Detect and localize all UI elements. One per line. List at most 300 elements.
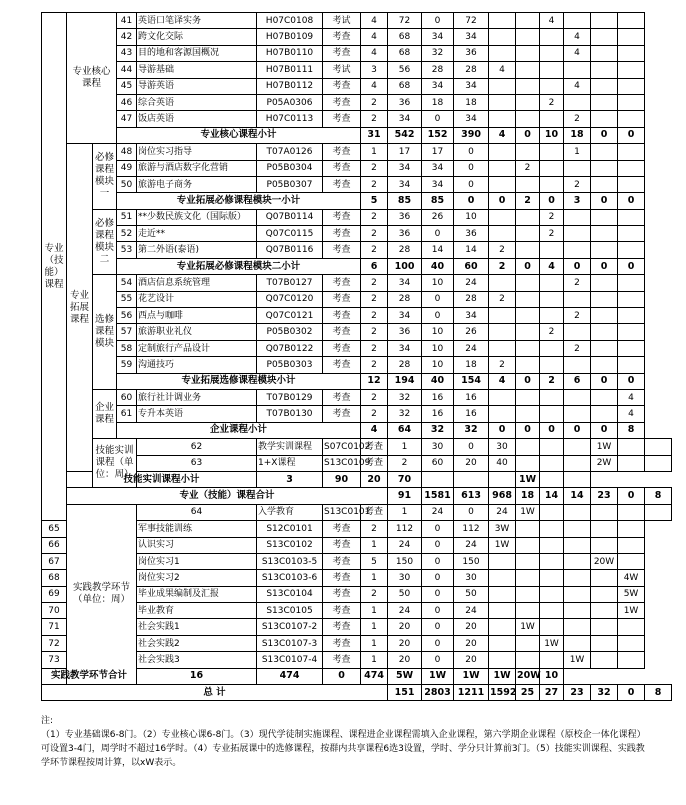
cell-value <box>564 357 591 373</box>
cell-assessment: 考查 <box>323 78 361 94</box>
cell-value: 1W <box>540 635 564 651</box>
cell-seq: 46 <box>117 94 137 110</box>
subtotal-value: 0 <box>564 422 591 438</box>
cell-course-code: H07C0113 <box>257 111 323 127</box>
cell-value <box>516 357 540 373</box>
subtotal-value: 0 <box>618 193 645 209</box>
cell-value: 34 <box>454 29 489 45</box>
cell-value: 2 <box>361 94 388 110</box>
table-row <box>42 324 672 340</box>
cell-value <box>540 176 564 192</box>
cell-value <box>516 324 540 340</box>
cell-value: 0 <box>454 504 489 520</box>
cell-assessment: 考查 <box>323 389 361 405</box>
cell-value: 1W <box>516 504 540 520</box>
cell-assessment: 考查 <box>323 537 361 553</box>
cell-value <box>540 455 564 471</box>
cell-value <box>540 291 564 307</box>
table-row <box>42 521 672 537</box>
cell-value <box>591 291 618 307</box>
cell-value <box>564 603 591 619</box>
table-row <box>42 570 672 586</box>
cell-value: 2 <box>540 209 564 225</box>
cell-value <box>516 521 540 537</box>
cell-value <box>564 389 591 405</box>
cell-value <box>591 144 618 160</box>
cell-course-code: S13C0107-2 <box>257 619 323 635</box>
cell-value <box>591 504 618 520</box>
table-row <box>42 78 672 94</box>
cell-value <box>645 504 672 520</box>
cell-course-code: T07B0129 <box>257 389 323 405</box>
table-row <box>42 455 672 471</box>
cell-value <box>540 111 564 127</box>
subtotal-value: 20 <box>361 471 388 487</box>
cell-value <box>618 635 645 651</box>
cell-value <box>564 324 591 340</box>
subtotal-value: 390 <box>454 127 489 143</box>
subtotal-value: 60 <box>454 258 489 274</box>
cell-value: 16 <box>422 389 454 405</box>
subtotal-value: 10 <box>540 127 564 143</box>
subtotal-value: 0 <box>540 193 564 209</box>
cell-value <box>489 570 516 586</box>
cell-value <box>516 635 540 651</box>
cell-value: 32 <box>388 406 422 422</box>
cell-value: 1 <box>361 652 388 668</box>
cell-value: 2 <box>564 111 591 127</box>
curriculum-table <box>41 12 672 701</box>
cell-value: 5W <box>618 586 645 602</box>
cell-value: 18 <box>454 94 489 110</box>
subtotal-value: 0 <box>591 127 618 143</box>
table-row <box>42 144 672 160</box>
subtotal-value: 2803 <box>422 685 454 701</box>
cell-assessment: 考查 <box>323 308 361 324</box>
cell-course-code: P05B0303 <box>257 357 323 373</box>
cell-value <box>591 275 618 291</box>
table-row <box>42 176 672 192</box>
cell-value <box>540 521 564 537</box>
cell-value <box>564 553 591 569</box>
cell-value <box>564 209 591 225</box>
cell-value: 36 <box>388 324 422 340</box>
notes-text: （1）专业基础课6-8门。（2）专业核心课6-8门。（3）现代学徒制实施课程、课程进企业课程需填入企业课程，第六学期企业课程（原校企一体化课程）可设置3-4门，周学时不超过16学时。（4）专业拓展课中的选修课程，按群内共享课程6选3设置，学时、学分只计算前3门。（5）技能实训课程、实践教学环节课程按周计算，以xW表示。 <box>41 730 646 768</box>
subtotal-value: 20W <box>516 668 540 684</box>
subtotal-value: 40 <box>422 373 454 389</box>
cell-value: 30 <box>388 570 422 586</box>
cell-value <box>489 275 516 291</box>
table-row <box>42 652 672 668</box>
cell-value: 0 <box>422 226 454 242</box>
cell-value: 26 <box>454 324 489 340</box>
cell-value: 1 <box>361 619 388 635</box>
subtotal-label: 专业拓展必修课程模块一小计 <box>117 193 361 209</box>
subtotal-value: 6 <box>564 373 591 389</box>
cell-value <box>540 553 564 569</box>
subtotal-value: 0 <box>618 258 645 274</box>
cell-course-name: 毕业成果编制及汇报 <box>137 586 257 602</box>
subtotal-row <box>42 258 672 274</box>
subtotal-value: 1211 <box>454 685 489 701</box>
cell-value <box>489 308 516 324</box>
cell-course-code: S12C0101 <box>257 521 323 537</box>
cell-value: 2 <box>361 357 388 373</box>
cell-value <box>540 652 564 668</box>
cell-assessment: 考查 <box>361 455 388 471</box>
table-row <box>42 340 672 356</box>
cell-value: 2 <box>361 324 388 340</box>
cell-value: 2 <box>361 275 388 291</box>
subtotal-value: 27 <box>540 685 564 701</box>
cell-value: 28 <box>388 357 422 373</box>
cell-course-name: 英语口笔译实务 <box>137 13 257 29</box>
cell-course-code: S13C0103-5 <box>257 553 323 569</box>
subtotal-row <box>42 471 672 487</box>
subtotal-row <box>42 127 672 143</box>
cell-course-code: S13C0107-4 <box>257 652 323 668</box>
cell-value: 34 <box>388 340 422 356</box>
cell-value: 4 <box>564 45 591 61</box>
cell-assessment: 考查 <box>323 226 361 242</box>
cell-value <box>591 619 618 635</box>
cell-assessment: 考查 <box>323 406 361 422</box>
subtotal-value: 8 <box>645 685 672 701</box>
cell-value <box>618 324 645 340</box>
cell-course-name: 导游英语 <box>137 78 257 94</box>
cell-course-name: 走近** <box>137 226 257 242</box>
cell-value: 34 <box>388 176 422 192</box>
cell-value: 2 <box>564 275 591 291</box>
cell-value: 20 <box>388 635 422 651</box>
cell-value: 20 <box>454 455 489 471</box>
cell-value: 36 <box>454 226 489 242</box>
subtotal-value: 0 <box>591 258 618 274</box>
cell-course-name: 西点与咖啡 <box>137 308 257 324</box>
cell-value <box>540 537 564 553</box>
cell-value <box>489 29 516 45</box>
cell-value <box>564 13 591 29</box>
cell-value <box>618 13 645 29</box>
cell-value <box>489 619 516 635</box>
cell-value: 34 <box>422 176 454 192</box>
cell-value: 1 <box>361 635 388 651</box>
cell-value: 2 <box>361 226 388 242</box>
cell-value <box>516 652 540 668</box>
notes-heading: 注: <box>41 716 54 726</box>
cell-value: 0 <box>422 603 454 619</box>
cell-value <box>591 160 618 176</box>
cell-seq: 65 <box>42 521 67 537</box>
cell-course-code: S13C0103-6 <box>257 570 323 586</box>
cell-value <box>618 291 645 307</box>
cell-course-name: 酒店信息系统管理 <box>137 275 257 291</box>
cell-value: 68 <box>388 29 422 45</box>
cell-value: 50 <box>454 586 489 602</box>
cell-value: 3 <box>361 62 388 78</box>
cell-value <box>516 242 540 258</box>
subtotal-label: 实践教学环节合计 <box>42 668 137 684</box>
cell-value <box>516 389 540 405</box>
cell-value: 4 <box>361 45 388 61</box>
cell-assessment: 考查 <box>323 619 361 635</box>
curriculum-table-wrap <box>41 12 662 701</box>
cell-value: 1 <box>361 603 388 619</box>
cell-value: 1 <box>388 439 422 455</box>
cell-seq: 62 <box>137 439 257 455</box>
cell-value <box>564 94 591 110</box>
subtotal-value: 0 <box>591 422 618 438</box>
table-row <box>42 357 672 373</box>
subtotal-value: 14 <box>564 488 591 504</box>
category-required-module-1: 必修课程模块一 <box>93 144 117 210</box>
cell-value: 28 <box>388 291 422 307</box>
cell-value <box>591 62 618 78</box>
cell-value <box>618 619 645 635</box>
subtotal-value <box>454 471 489 487</box>
cell-value <box>591 242 618 258</box>
cell-value: 3W <box>489 521 516 537</box>
cell-course-name: 花艺设计 <box>137 291 257 307</box>
cell-value <box>540 439 564 455</box>
cell-value: 72 <box>454 13 489 29</box>
cell-course-code: T07A0126 <box>257 144 323 160</box>
cell-value: 24 <box>454 340 489 356</box>
cell-value: 2 <box>489 242 516 258</box>
cell-course-name: 岗位实习指导 <box>137 144 257 160</box>
cell-value: 0 <box>422 13 454 29</box>
cell-value: 0 <box>422 521 454 537</box>
cell-value: 32 <box>422 45 454 61</box>
cell-value <box>489 603 516 619</box>
subtotal-value: 4 <box>489 127 516 143</box>
cell-value: 20 <box>454 652 489 668</box>
cell-value <box>618 357 645 373</box>
cell-value: 20 <box>388 619 422 635</box>
cell-value: 32 <box>388 389 422 405</box>
cell-course-name: 饭店英语 <box>137 111 257 127</box>
category-practice-teaching: 实践教学环节（单位：周） <box>67 504 137 684</box>
cell-assessment: 考查 <box>323 553 361 569</box>
cell-value: 72 <box>388 13 422 29</box>
subtotal-label: 专业拓展选修课程模块小计 <box>117 373 361 389</box>
cell-value: 20 <box>388 652 422 668</box>
cell-value <box>618 242 645 258</box>
cell-value <box>516 13 540 29</box>
cell-value <box>516 144 540 160</box>
subtotal-value: 0 <box>489 193 516 209</box>
cell-course-name: 旅游与酒店数字化营销 <box>137 160 257 176</box>
cell-value: 30 <box>454 570 489 586</box>
cell-value <box>618 29 645 45</box>
cell-course-code: S13C0105 <box>257 603 323 619</box>
cell-value <box>516 455 540 471</box>
cell-seq: 55 <box>117 291 137 307</box>
cell-value: 14 <box>454 242 489 258</box>
subtotal-value: 2 <box>516 193 540 209</box>
cell-assessment: 考查 <box>323 357 361 373</box>
subtotal-label: 技能实训课程小计 <box>67 471 257 487</box>
subtotal-value: 40 <box>422 258 454 274</box>
cell-value: 2 <box>361 209 388 225</box>
cell-assessment: 考试 <box>323 13 361 29</box>
table-row <box>42 635 672 651</box>
subtotal-value: 23 <box>564 685 591 701</box>
cell-value: 2 <box>540 94 564 110</box>
cell-value: 68 <box>388 45 422 61</box>
cell-value: 26 <box>422 209 454 225</box>
subtotal-value: 12 <box>361 373 388 389</box>
subtotal-row <box>42 685 672 701</box>
cell-value: 18 <box>422 94 454 110</box>
cell-value: 2 <box>361 291 388 307</box>
subtotal-value: 8 <box>645 488 672 504</box>
cell-value: 0 <box>454 160 489 176</box>
cell-value <box>540 570 564 586</box>
cell-assessment: 考查 <box>323 45 361 61</box>
cell-value <box>540 275 564 291</box>
cell-value: 1W <box>516 619 540 635</box>
cell-value: 24 <box>388 537 422 553</box>
cell-value: 34 <box>388 275 422 291</box>
cell-value <box>516 340 540 356</box>
cell-course-code: S07C0102 <box>323 439 361 455</box>
subtotal-value: 0 <box>618 685 645 701</box>
cell-course-code: Q07C0115 <box>257 226 323 242</box>
cell-value <box>618 78 645 94</box>
cell-course-code: S13C0107-3 <box>257 635 323 651</box>
cell-value: 0 <box>422 111 454 127</box>
category-professional-technical: 专业（技能）课程 <box>42 13 67 521</box>
cell-course-code: Q07B0114 <box>257 209 323 225</box>
cell-value <box>618 521 645 537</box>
cell-value <box>591 635 618 651</box>
cell-value: 112 <box>454 521 489 537</box>
cell-value: 34 <box>454 78 489 94</box>
cell-value: 1W <box>564 652 591 668</box>
cell-course-code: P05B0304 <box>257 160 323 176</box>
cell-value <box>591 78 618 94</box>
cell-course-code: S13C0109 <box>323 455 361 471</box>
cell-value <box>516 603 540 619</box>
cell-course-name: 入学教育 <box>257 504 323 520</box>
cell-value: 2 <box>489 291 516 307</box>
cell-value <box>540 242 564 258</box>
cell-value: 2 <box>361 160 388 176</box>
cell-value: 28 <box>454 62 489 78</box>
cell-course-name: 旅行社计调业务 <box>137 389 257 405</box>
cell-seq: 50 <box>117 176 137 192</box>
cell-seq: 41 <box>117 13 137 29</box>
cell-course-code: H07B0109 <box>257 29 323 45</box>
cell-value: 50 <box>388 586 422 602</box>
category-required-module-2: 必修课程模块二 <box>93 209 117 275</box>
cell-value <box>591 586 618 602</box>
cell-value: 2 <box>361 176 388 192</box>
cell-value <box>540 29 564 45</box>
cell-value <box>618 652 645 668</box>
cell-seq: 68 <box>42 570 67 586</box>
cell-value <box>489 209 516 225</box>
cell-value <box>564 537 591 553</box>
cell-value: 0 <box>422 570 454 586</box>
cell-value: 34 <box>388 111 422 127</box>
subtotal-row <box>42 422 672 438</box>
cell-value <box>564 242 591 258</box>
table-row <box>42 553 672 569</box>
subtotal-value: 968 <box>489 488 516 504</box>
cell-value <box>564 226 591 242</box>
cell-value: 1W <box>618 603 645 619</box>
cell-value <box>618 111 645 127</box>
table-row <box>42 439 672 455</box>
cell-value <box>618 340 645 356</box>
subtotal-value: 1W <box>489 668 516 684</box>
cell-value <box>618 209 645 225</box>
cell-assessment: 考查 <box>323 275 361 291</box>
cell-value: 4 <box>489 62 516 78</box>
cell-value: 0 <box>422 586 454 602</box>
cell-value: 36 <box>388 209 422 225</box>
cell-value: 4 <box>564 78 591 94</box>
cell-seq: 73 <box>42 652 67 668</box>
cell-course-name: 教学实训课程 <box>257 439 323 455</box>
cell-value <box>489 586 516 602</box>
cell-seq: 69 <box>42 586 67 602</box>
cell-value: 10 <box>422 340 454 356</box>
cell-course-code: P05B0302 <box>257 324 323 340</box>
cell-value: 0 <box>422 635 454 651</box>
cell-value: 2 <box>361 340 388 356</box>
cell-assessment: 考查 <box>323 652 361 668</box>
subtotal-value: 4 <box>540 258 564 274</box>
cell-value <box>540 62 564 78</box>
subtotal-row <box>42 193 672 209</box>
subtotal-value: 85 <box>422 193 454 209</box>
subtotal-value: 64 <box>388 422 422 438</box>
cell-assessment: 考查 <box>323 324 361 340</box>
cell-seq: 45 <box>117 78 137 94</box>
cell-value <box>516 308 540 324</box>
table-row <box>42 586 672 602</box>
cell-value <box>618 455 645 471</box>
cell-value <box>516 275 540 291</box>
cell-value <box>564 570 591 586</box>
subtotal-value: 0 <box>591 193 618 209</box>
cell-course-name: 旅游职业礼仪 <box>137 324 257 340</box>
subtotal-value: 1W <box>454 668 489 684</box>
subtotal-value: 18 <box>516 488 540 504</box>
category-skill-training: 技能实训课程（单位：周） <box>93 439 137 488</box>
cell-value: 20W <box>591 553 618 569</box>
cell-value: 30 <box>422 439 454 455</box>
cell-value <box>564 619 591 635</box>
subtotal-value: 18 <box>564 127 591 143</box>
cell-value: 0 <box>422 553 454 569</box>
cell-value <box>591 570 618 586</box>
cell-course-name: 第二外语(泰语) <box>137 242 257 258</box>
subtotal-value: 0 <box>591 373 618 389</box>
table-row <box>42 242 672 258</box>
cell-value: 4 <box>618 406 645 422</box>
cell-course-code: P05A0306 <box>257 94 323 110</box>
cell-course-name: 社会实践2 <box>137 635 257 651</box>
cell-value <box>516 537 540 553</box>
cell-value: 28 <box>454 291 489 307</box>
subtotal-value: 542 <box>388 127 422 143</box>
cell-value <box>618 176 645 192</box>
subtotal-label: 专业（技能）课程合计 <box>67 488 388 504</box>
